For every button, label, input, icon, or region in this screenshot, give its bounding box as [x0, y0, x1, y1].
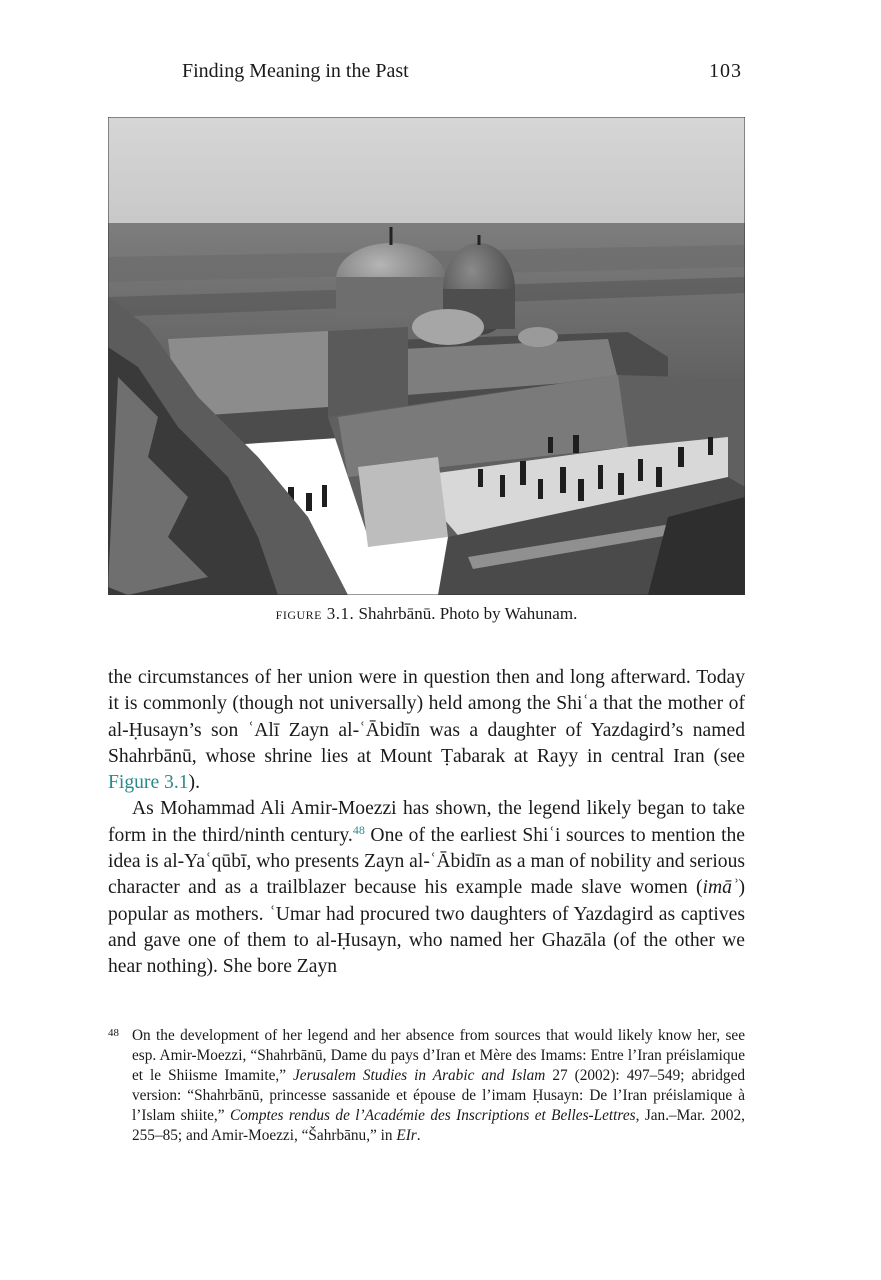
paragraph-2	[108, 796, 745, 980]
p2-text-a: As Mohammad Ali Amir-Moezzi has shown, the legend likely began to take form in the third/ninth century.	[108, 798, 745, 846]
running-head	[182, 60, 742, 88]
figure-caption	[108, 604, 745, 624]
p2-text-b: One of the earliest Shiʿi sources to mention the idea is al-Yaʿqūbī, who presents Zayn al-ʿĀbidīn as a man of nobility and serious character and as a trailblazer because his example made slave women (	[108, 824, 746, 899]
fn-text-b: 27 (2002): 497–549; abridged version: “Shahrbānū, princesse sassanide et épouse de l’imam Ḥusayn: De l’Iran préislamique à l’Islam shiite,”	[132, 1067, 746, 1124]
page-number: 103	[709, 60, 742, 82]
body-text	[108, 665, 745, 981]
fn-text-c: , Jan.–Mar. 2002, 255–85; and Amir-Moezzi, “Šahrbānu,” in	[132, 1107, 745, 1144]
p1-text-a: the circumstances of her union were in question then and long afterward. Today it is commonly (though not universally) held among the Shiʿa that the mother of al-Ḥusayn’s son ʿAlī Zayn al-ʿĀbidīn was a daughter of Yazdagird’s named Shahrbānū, whose shrine lies at Mount Ṭabarak at Rayy in central Iran (see	[108, 667, 745, 767]
fn-text-a: On the development of her legend and her absence from sources that would likely know her, see esp. Amir-Moezzi, “Shahrbānū, Dame du pays d’Iran et Mère des Imams: Entre l’Iran préislamique et le Shiisme Imamite,”	[132, 1027, 745, 1084]
footnote-text	[132, 1026, 745, 1146]
term-ima: imāʾ	[702, 877, 739, 899]
fn-academie-title: Comptes rendus de l’Académie des Inscriptions et Belles-Lettres	[229, 1107, 636, 1124]
figure-link[interactable]: Figure 3.1	[108, 772, 189, 794]
footnote	[108, 1026, 745, 1146]
figure-label: figure 3.1.	[275, 604, 355, 623]
shrine-photo	[108, 117, 745, 595]
paragraph-1	[108, 665, 745, 796]
figure-caption-text: Shahrbānū. Photo by Wahunam.	[358, 604, 578, 623]
footnote-ref[interactable]: 48	[352, 822, 365, 837]
running-title: Finding Meaning in the Past	[182, 60, 409, 82]
fn-journal-title: Jerusalem Studies in Arabic and Islam	[293, 1067, 546, 1084]
fn-eir: EIr	[396, 1127, 417, 1144]
footnote-number: 48	[108, 1027, 119, 1039]
p2-text-c: ) popular as mothers. ʿUmar had procured two daughters of Yazdagird as captives and gave one of them to al-Ḥusayn, who named her Ghazāla (of the other we hear nothing). She bore Zayn	[108, 877, 745, 978]
fn-text-d: .	[416, 1127, 421, 1144]
p1-text-b: ).	[188, 772, 200, 794]
